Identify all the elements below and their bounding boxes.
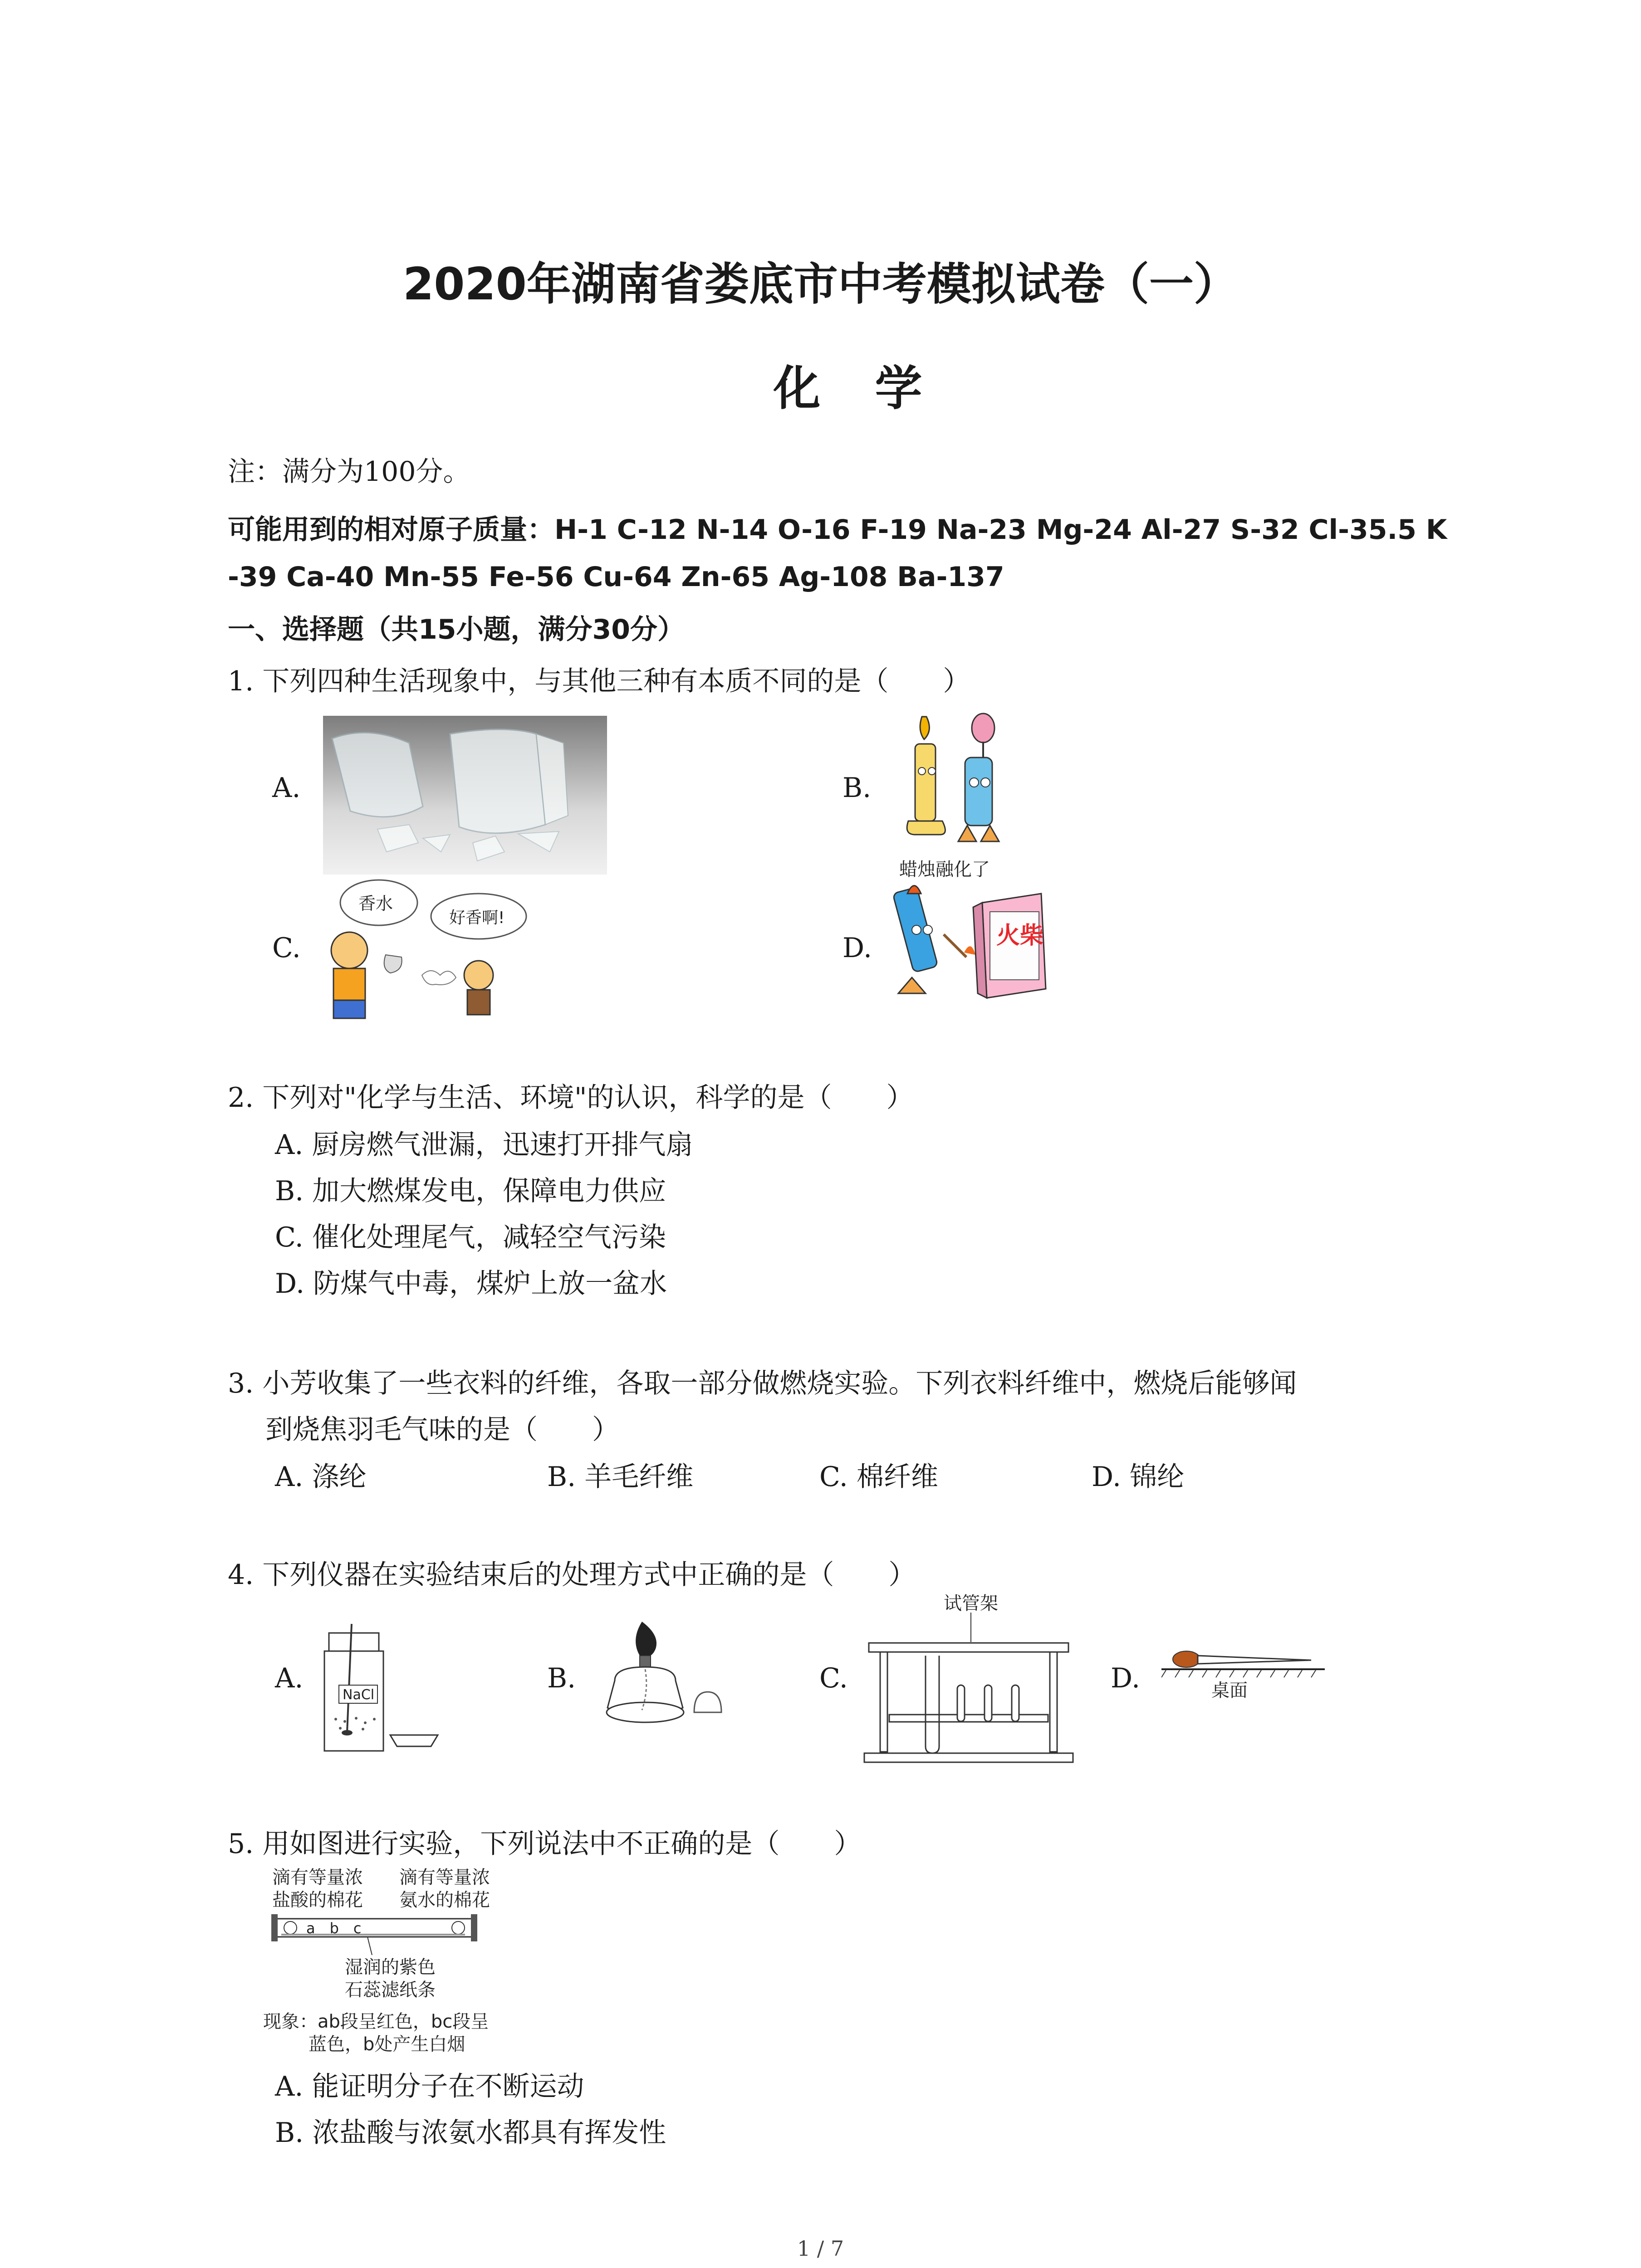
q3-stem-line-2: 到烧焦羽毛气味的是（ ） [265,1414,619,1446]
q3-option-c: C. 棉纤维 [819,1461,938,1493]
fig-observation-1: 现象：ab段呈红色，bc段呈 [263,2011,489,2032]
q1-stem: 1. 下列四种生活现象中，与其他三种有本质不同的是（ ） [228,665,970,697]
section-heading: 一、选择题（共15小题，满分30分） [228,614,685,645]
q3-option-a: A. 涤纶 [275,1461,367,1493]
alcohol-lamp-image [588,1617,733,1744]
perfume-smell-image [318,878,535,1032]
bottle-label-text: NaCl [343,1687,375,1703]
reagent-bottle-image [320,1624,442,1760]
q3-option-d: D. 锦纶 [1092,1461,1185,1493]
table-caption: 桌面 [1211,1680,1248,1701]
perfume-bubble-text: 香水 [358,894,393,914]
q2-option-c: C. 催化处理尾气，减轻空气污染 [275,1222,666,1253]
fig-left-label-1: 滴有等量浓 [272,1867,363,1888]
page-number: 1 / 7 [797,2236,844,2261]
q4-label-d: D. [1111,1662,1141,1694]
q4-label-a: A. [275,1662,304,1694]
fig-paper-label-2: 石蕊滤纸条 [345,1980,436,2000]
fig-paper-label-1: 湿润的紫色 [345,1957,436,1978]
dropper-on-table-image [1161,1642,1334,1715]
smell-bubble-text: 好香啊! [449,909,505,927]
q4-label-b: B. [547,1662,576,1694]
q3-stem-line-1: 3. 小芳收集了一些衣料的纤维，各取一部分做燃烧实验。下列衣料纤维中，燃烧后能够闻 [228,1368,1297,1399]
q1-label-b: B. [843,772,872,804]
fig-left-label-2: 盐酸的棉花 [272,1890,363,1911]
rack-caption: 试管架 [944,1593,998,1614]
diffusion-experiment-figure [263,1864,517,2064]
page-title: 2020年湖南省娄底市中考模拟试卷（一） [403,259,1238,310]
candle-melting-image [890,712,1035,894]
q2-option-a: A. 厨房燃气泄漏，迅速打开排气扇 [275,1129,693,1161]
atomic-mass-line-1: 可能用到的相对原子质量：H-1 C-12 N-14 O-16 F-19 Na-23 Mg-24 Al-27 S-32 Cl-35.5 K [228,514,1447,546]
q5-stem: 5. 用如图进行实验，下列说法中不正确的是（ ） [228,1828,862,1860]
fig-right-label-2: 氨水的棉花 [399,1890,490,1911]
q3-option-b: B. 羊毛纤维 [547,1461,694,1493]
q4-label-c: C. [819,1662,848,1694]
fig-tube-labels: a b c [306,1920,362,1937]
atomic-mass-line-2: -39 Ca-40 Mn-55 Fe-56 Cu-64 Zn-65 Ag-108 Ba-137 [228,561,1004,593]
test-tube-rack-image [862,1592,1075,1769]
fig-observation-2: 蓝色，b处产生白烟 [309,2034,465,2055]
q5-option-b: B. 浓盐酸与浓氨水都具有挥发性 [275,2117,666,2149]
q4-stem: 4. 下列仪器在实验结束后的处理方式中正确的是（ ） [228,1559,916,1591]
match-box-text: 火柴 [996,922,1044,949]
candle-caption: 蜡烛融化了 [899,859,990,880]
q1-label-c: C. [272,932,301,964]
score-note: 注：满分为100分。 [228,456,470,488]
q2-option-b: B. 加大燃煤发电，保障电力供应 [275,1175,666,1207]
fig-right-label-1: 滴有等量浓 [399,1867,490,1888]
subject-title: 化学 [773,361,977,416]
q2-option-d: D. 防煤气中毒，煤炉上放一盆水 [275,1268,667,1300]
match-image [889,880,1071,1030]
q1-label-d: D. [843,932,872,964]
q1-label-a: A. [272,772,301,804]
broken-glass-image [323,716,607,875]
q2-stem: 2. 下列对"化学与生活、环境"的认识，科学的是（ ） [228,1082,914,1114]
q5-option-a: A. 能证明分子在不断运动 [275,2071,584,2102]
